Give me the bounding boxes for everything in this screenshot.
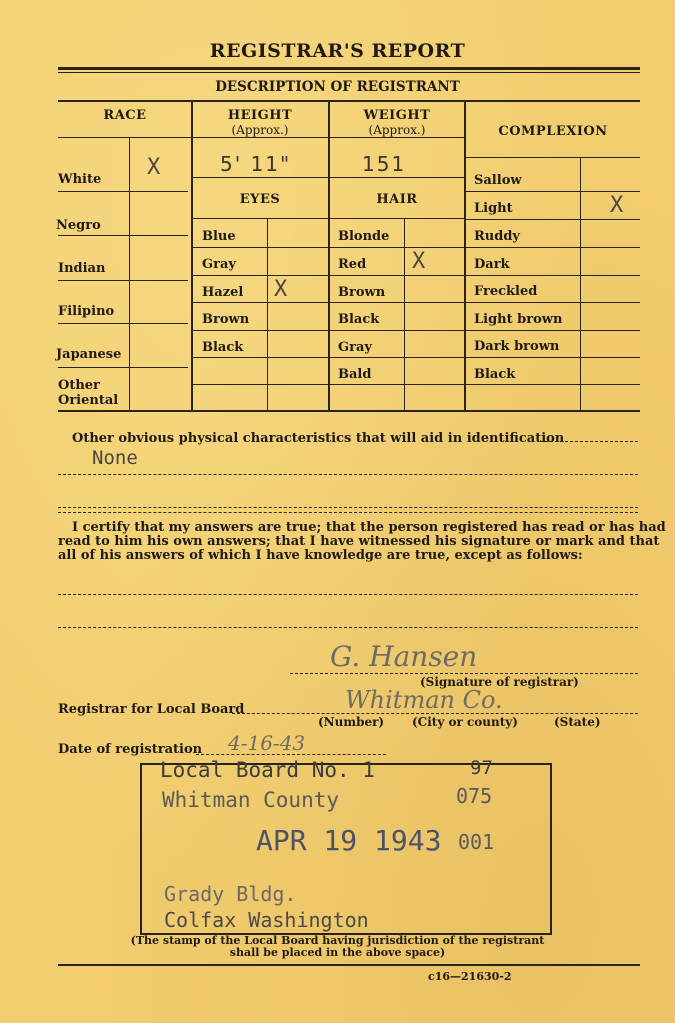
- hair-red-mark: X: [412, 249, 426, 274]
- weight-header-sub: (Approx.): [368, 123, 426, 137]
- height-header: [192, 108, 328, 138]
- hair-option-black: Black: [338, 312, 380, 327]
- eyes-hazel-mark: X: [274, 277, 288, 302]
- table-hline: [58, 367, 130, 368]
- race-option-filipino: Filipino: [58, 304, 115, 319]
- complexion-option-freckled: Freckled: [474, 284, 538, 299]
- table-bottom-rule: [58, 410, 640, 412]
- stamp-date: APR 19 1943: [256, 824, 442, 857]
- height-header-label: HEIGHT: [227, 108, 293, 123]
- race-header: RACE: [103, 108, 147, 123]
- local-board-city-value: Whitman Co.: [345, 686, 503, 714]
- height-value: 5' 11": [220, 152, 292, 176]
- title-rule-thin: [58, 72, 640, 73]
- hair-header: HAIR: [376, 192, 418, 207]
- table-hline: [330, 357, 464, 358]
- table-hline: [130, 235, 188, 236]
- table-hline: [330, 275, 464, 276]
- number-caption: (Number): [318, 715, 385, 729]
- table-hline: [330, 302, 464, 303]
- table-hline: [330, 247, 464, 248]
- race-option-white: White: [58, 172, 102, 187]
- table-hline: [466, 302, 640, 303]
- stamp-line-4: Colfax Washington: [164, 908, 369, 932]
- form-code: c16—21630-2: [428, 970, 512, 983]
- height-header-sub: (Approx.): [231, 123, 289, 137]
- complexion-option-ruddy: Ruddy: [474, 229, 520, 244]
- complexion-header: COMPLEXION: [498, 124, 608, 139]
- stamp-line-3: Grady Bldg.: [164, 882, 297, 906]
- local-board-line: [232, 713, 638, 714]
- bottom-rule: [58, 964, 640, 966]
- hair-option-blonde: Blonde: [338, 229, 390, 244]
- other-characteristics-label: Other obvious physical characteristics that will aid in identification: [72, 431, 565, 446]
- certification-line-2: read to him his own answers; that I have witnessed his signature or mark and that: [58, 534, 660, 549]
- table-hline: [192, 247, 328, 248]
- table-hline: [58, 280, 130, 281]
- race-white-mark: X: [147, 155, 161, 180]
- table-vline: [580, 158, 581, 410]
- table-hline: [192, 357, 328, 358]
- signature-line: [290, 673, 638, 674]
- table-hline: [192, 302, 328, 303]
- complexion-option-black: Black: [474, 367, 516, 382]
- hair-option-gray: Gray: [338, 340, 372, 355]
- weight-header-label: WEIGHT: [363, 108, 431, 123]
- race-option-negro: Negro: [56, 218, 101, 233]
- section-title: DESCRIPTION OF REGISTRANT: [215, 79, 460, 95]
- hair-option-red: Red: [338, 257, 367, 272]
- table-hline: [330, 384, 464, 385]
- other-characteristics-dash: [540, 441, 638, 442]
- hair-option-bald: Bald: [338, 367, 372, 382]
- table-hline: [130, 191, 188, 192]
- weight-value: 151: [362, 152, 407, 176]
- table-hline: [58, 235, 130, 236]
- table-hline: [330, 330, 464, 331]
- local-board-label: Registrar for Local Board: [58, 702, 245, 717]
- weight-header: [330, 108, 464, 138]
- signature-caption: (Signature of registrar): [420, 675, 579, 689]
- table-hline: [192, 177, 464, 178]
- eyes-option-gray: Gray: [202, 257, 236, 272]
- table-top-rule: [58, 100, 640, 102]
- blank-line: [58, 512, 638, 513]
- stamp-note: [0, 935, 675, 959]
- table-hline: [58, 137, 192, 138]
- race-option-other-oriental: Other Oriental: [58, 378, 119, 408]
- eyes-option-brown: Brown: [202, 312, 250, 327]
- table-hline: [192, 218, 464, 219]
- table-vline: [328, 102, 330, 412]
- date-value: 4-16-43: [228, 731, 306, 755]
- eyes-option-black: Black: [202, 340, 244, 355]
- table-hline: [130, 323, 188, 324]
- race-option-indian: Indian: [58, 261, 106, 276]
- table-hline: [466, 219, 640, 220]
- complexion-option-light: Light: [474, 201, 513, 216]
- complexion-option-sallow: Sallow: [474, 173, 522, 188]
- date-label: Date of registration: [58, 742, 203, 757]
- stamp-code-2: 075: [456, 784, 493, 808]
- race-option-japanese: Japanese: [56, 347, 122, 362]
- table-hline: [466, 384, 640, 385]
- table-hline: [466, 191, 640, 192]
- complexion-option-light-brown: Light brown: [474, 312, 563, 327]
- table-hline: [466, 157, 640, 158]
- certification-line-1: I certify that my answers are true; that the person registered has read or has had: [72, 520, 666, 535]
- blank-line: [58, 594, 638, 595]
- table-hline: [130, 280, 188, 281]
- table-hline: [466, 275, 640, 276]
- table-hline: [58, 323, 130, 324]
- date-line: [196, 754, 386, 755]
- table-vline: [129, 138, 130, 410]
- table-hline: [192, 330, 328, 331]
- blank-line: [58, 474, 638, 475]
- table-vline: [464, 102, 466, 412]
- table-hline: [130, 367, 188, 368]
- table-hline: [192, 137, 464, 138]
- table-hline: [466, 330, 640, 331]
- stamp-note-line-2: shall be placed in the above space): [229, 946, 446, 959]
- stamp-line-1: Local Board No. 1: [160, 758, 375, 782]
- table-hline: [192, 384, 328, 385]
- state-caption: (State): [554, 715, 601, 729]
- registrar-signature: G. Hansen: [330, 640, 478, 673]
- eyes-header: EYES: [239, 192, 281, 207]
- complexion-option-dark-brown: Dark brown: [474, 339, 560, 354]
- hair-option-brown: Brown: [338, 285, 386, 300]
- page-title: REGISTRAR'S REPORT: [209, 40, 466, 62]
- table-vline: [191, 102, 193, 412]
- other-characteristics-value: None: [92, 447, 138, 469]
- eyes-option-blue: Blue: [202, 229, 236, 244]
- certification-line-3: all of his answers of which I have knowledge are true, except as follows:: [58, 548, 583, 563]
- stamp-code-3: 001: [458, 830, 495, 854]
- stamp-code-1: 97: [470, 757, 493, 779]
- complexion-light-mark: X: [610, 193, 624, 218]
- table-hline: [58, 191, 130, 192]
- stamp-note-line-1: (The stamp of the Local Board having jurisdiction of the registrant: [130, 934, 545, 947]
- eyes-option-hazel: Hazel: [202, 285, 244, 300]
- table-hline: [466, 247, 640, 248]
- title-rule-thick: [58, 67, 640, 70]
- complexion-option-dark: Dark: [474, 257, 510, 272]
- blank-line: [58, 627, 638, 628]
- blank-line: [58, 507, 638, 508]
- stamp-line-2: Whitman County: [162, 788, 340, 812]
- table-hline: [466, 357, 640, 358]
- table-hline: [192, 275, 328, 276]
- city-caption: (City or county): [412, 715, 518, 729]
